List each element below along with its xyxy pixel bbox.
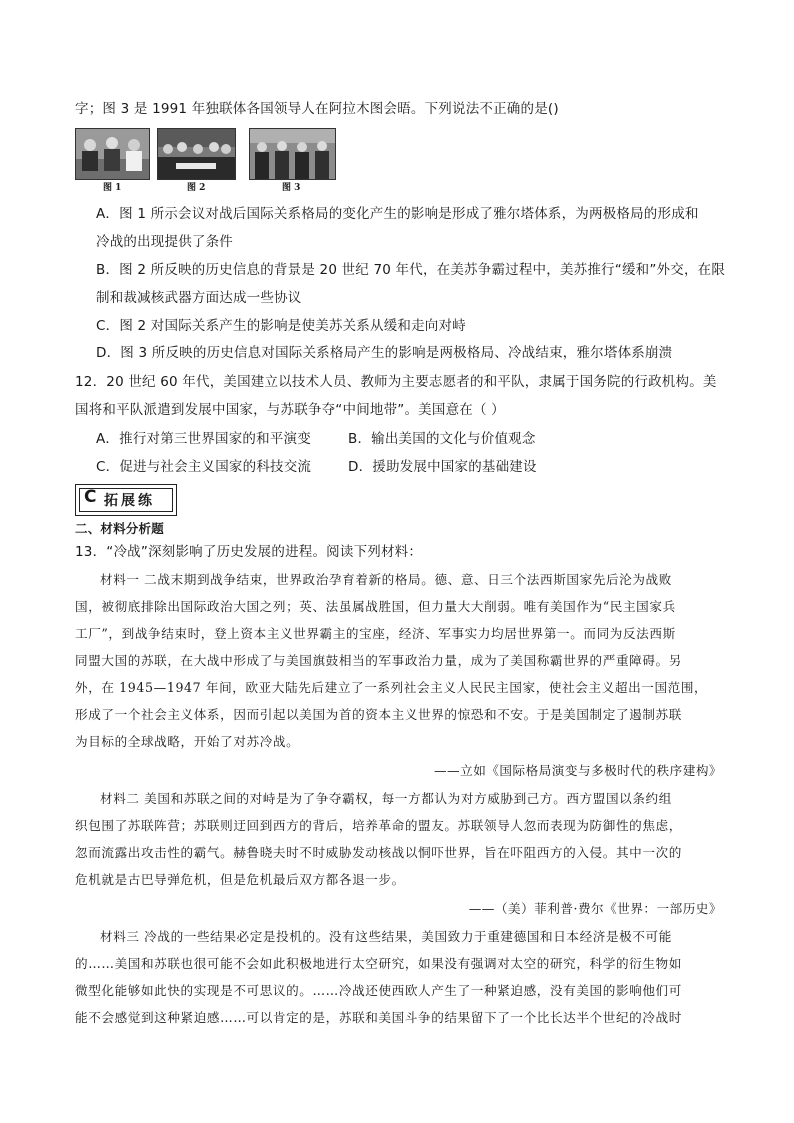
q11-option-d: D．图 3 所反映的历史信息对国际关系格局产生的影响是两极格局、冷战结束，雅尔塔体系崩溃 (96, 345, 673, 361)
material2-line: 危机就是古巴导弹危机，但是危机最后双方都各退一步。 (75, 872, 405, 887)
material1-line: 国，被彻底排除出国际政治大国之列；英、法虽属战胜国，但力量大大削弱。唯有美国作为“民主国家兵 (75, 599, 676, 614)
q11-option-a-line2: 冷战的出现提供了条件 (96, 234, 233, 250)
material1-line: 同盟大国的苏联，在大战中形成了与美国旗鼓相当的军事政治力量，成为了美国称霸世界的严重障碍。另 (75, 653, 682, 668)
section-heading: 二、材料分析题 (75, 521, 164, 536)
figure-2-photo (157, 128, 236, 180)
q11-intro: 字；图 3 是 1991 年独联体各国领导人在阿拉木图会晤。下列说法不正确的是() (75, 101, 559, 117)
material2-line: 织包围了苏联阵营；苏联则迂回到西方的背后，培养革命的盟友。苏联领导人忽而表现为防御性的焦虑， (75, 818, 682, 833)
material3-line: 微型化能够如此快的实现是不可思议的。……冷战还使西欧人产生了一种紧迫感，没有美国的影响他们可 (75, 983, 682, 998)
material2-source: ——（美）菲利普·费尔《世界：一部历史》 (468, 901, 722, 916)
extension-label: 拓展练 (104, 493, 155, 509)
material1-line: 形成了一个社会主义体系，因而引起以美国为首的资本主义世界的惊恐和不安。于是美国制定了遏制苏联 (75, 707, 682, 722)
extension-practice-box (75, 484, 177, 516)
q11-option-b-line1: B．图 2 所反映的历史信息的背景是 20 世纪 70 年代，在美苏争霸过程中，美苏推行“缓和”外交，在限 (96, 262, 726, 278)
q12-option-a: A．推行对第三世界国家的和平演变 (96, 431, 311, 447)
figure-2-caption: 图 2 (187, 183, 206, 193)
q12-option-b: B．输出美国的文化与价值观念 (348, 431, 536, 447)
q11-option-b-line2: 制和裁减核武器方面达成一些协议 (96, 290, 302, 306)
q12-option-c: C．促进与社会主义国家的科技交流 (96, 459, 312, 475)
material2-line: 忽而流露出攻击性的霸气。赫鲁晓夫时不时威胁发动核战以恫吓世界，旨在吓阻西方的入侵。其中一次的 (75, 845, 682, 860)
q13-stem: 13．“冷战”深刻影响了历史发展的进程。阅读下列材料： (75, 544, 423, 560)
material1-line: 为目标的全球战略，开始了对苏冷战。 (75, 734, 300, 749)
q12-stem-line1: 12．20 世纪 60 年代，美国建立以技术人员、教师为主要志愿者的和平队，隶属于国务院的行政机构。美 (75, 374, 717, 390)
material3-line: 的……美国和苏联也很可能不会如此积极地进行太空研究，如果没有强调对太空的研究，科学的衍生物如 (75, 956, 682, 971)
material2-line: 材料二 美国和苏联之间的对峙是为了争夺霸权，每一方都认为对方威胁到己方。西方盟国以条约组 (100, 791, 672, 806)
q12-stem-line2: 国将和平队派遣到发展中国家，与苏联争夺“中间地带”。美国意在（ ） (75, 402, 505, 418)
material1-line: 外，在 1945—1947 年间，欧亚大陆先后建立了一系列社会主义人民民主国家，使社会主义超出一国范围， (75, 680, 708, 695)
material1-line: 工厂”，到战争结束时，登上资本主义世界霸主的宝座，经济、军事实力均居世界第一。而同为反法西斯 (75, 626, 676, 641)
material1-source: ——立如《国际格局演变与多极时代的秩序建构》 (433, 763, 722, 778)
material3-line: 能不会感觉到这种紧迫感……可以肯定的是，苏联和美国斗争的结果留下了一个比长达半个世纪的冷战时 (75, 1010, 682, 1025)
extension-letter: C (84, 487, 97, 507)
figure-1-caption: 图 1 (103, 183, 122, 193)
figure-1-photo (75, 128, 150, 180)
material1-line: 材料一 二战末期到战争结束，世界政治孕育着新的格局。德、意、日三个法西斯国家先后沦为战败 (100, 572, 672, 587)
material3-line: 材料三 冷战的一些结果必定是投机的。没有这些结果，美国致力于重建德国和日本经济是极不可能 (100, 929, 672, 944)
q12-option-d: D．援助发展中国家的基础建设 (348, 459, 537, 475)
figure-3-photo (249, 128, 336, 180)
figure-3-caption: 图 3 (282, 183, 301, 193)
q11-option-a-line1: A．图 1 所示会议对战后国际关系格局的变化产生的影响是形成了雅尔塔体系，为两极格局的形成和 (96, 206, 699, 222)
q11-option-c: C．图 2 对国际关系产生的影响是使美苏关系从缓和走向对峙 (96, 318, 466, 334)
